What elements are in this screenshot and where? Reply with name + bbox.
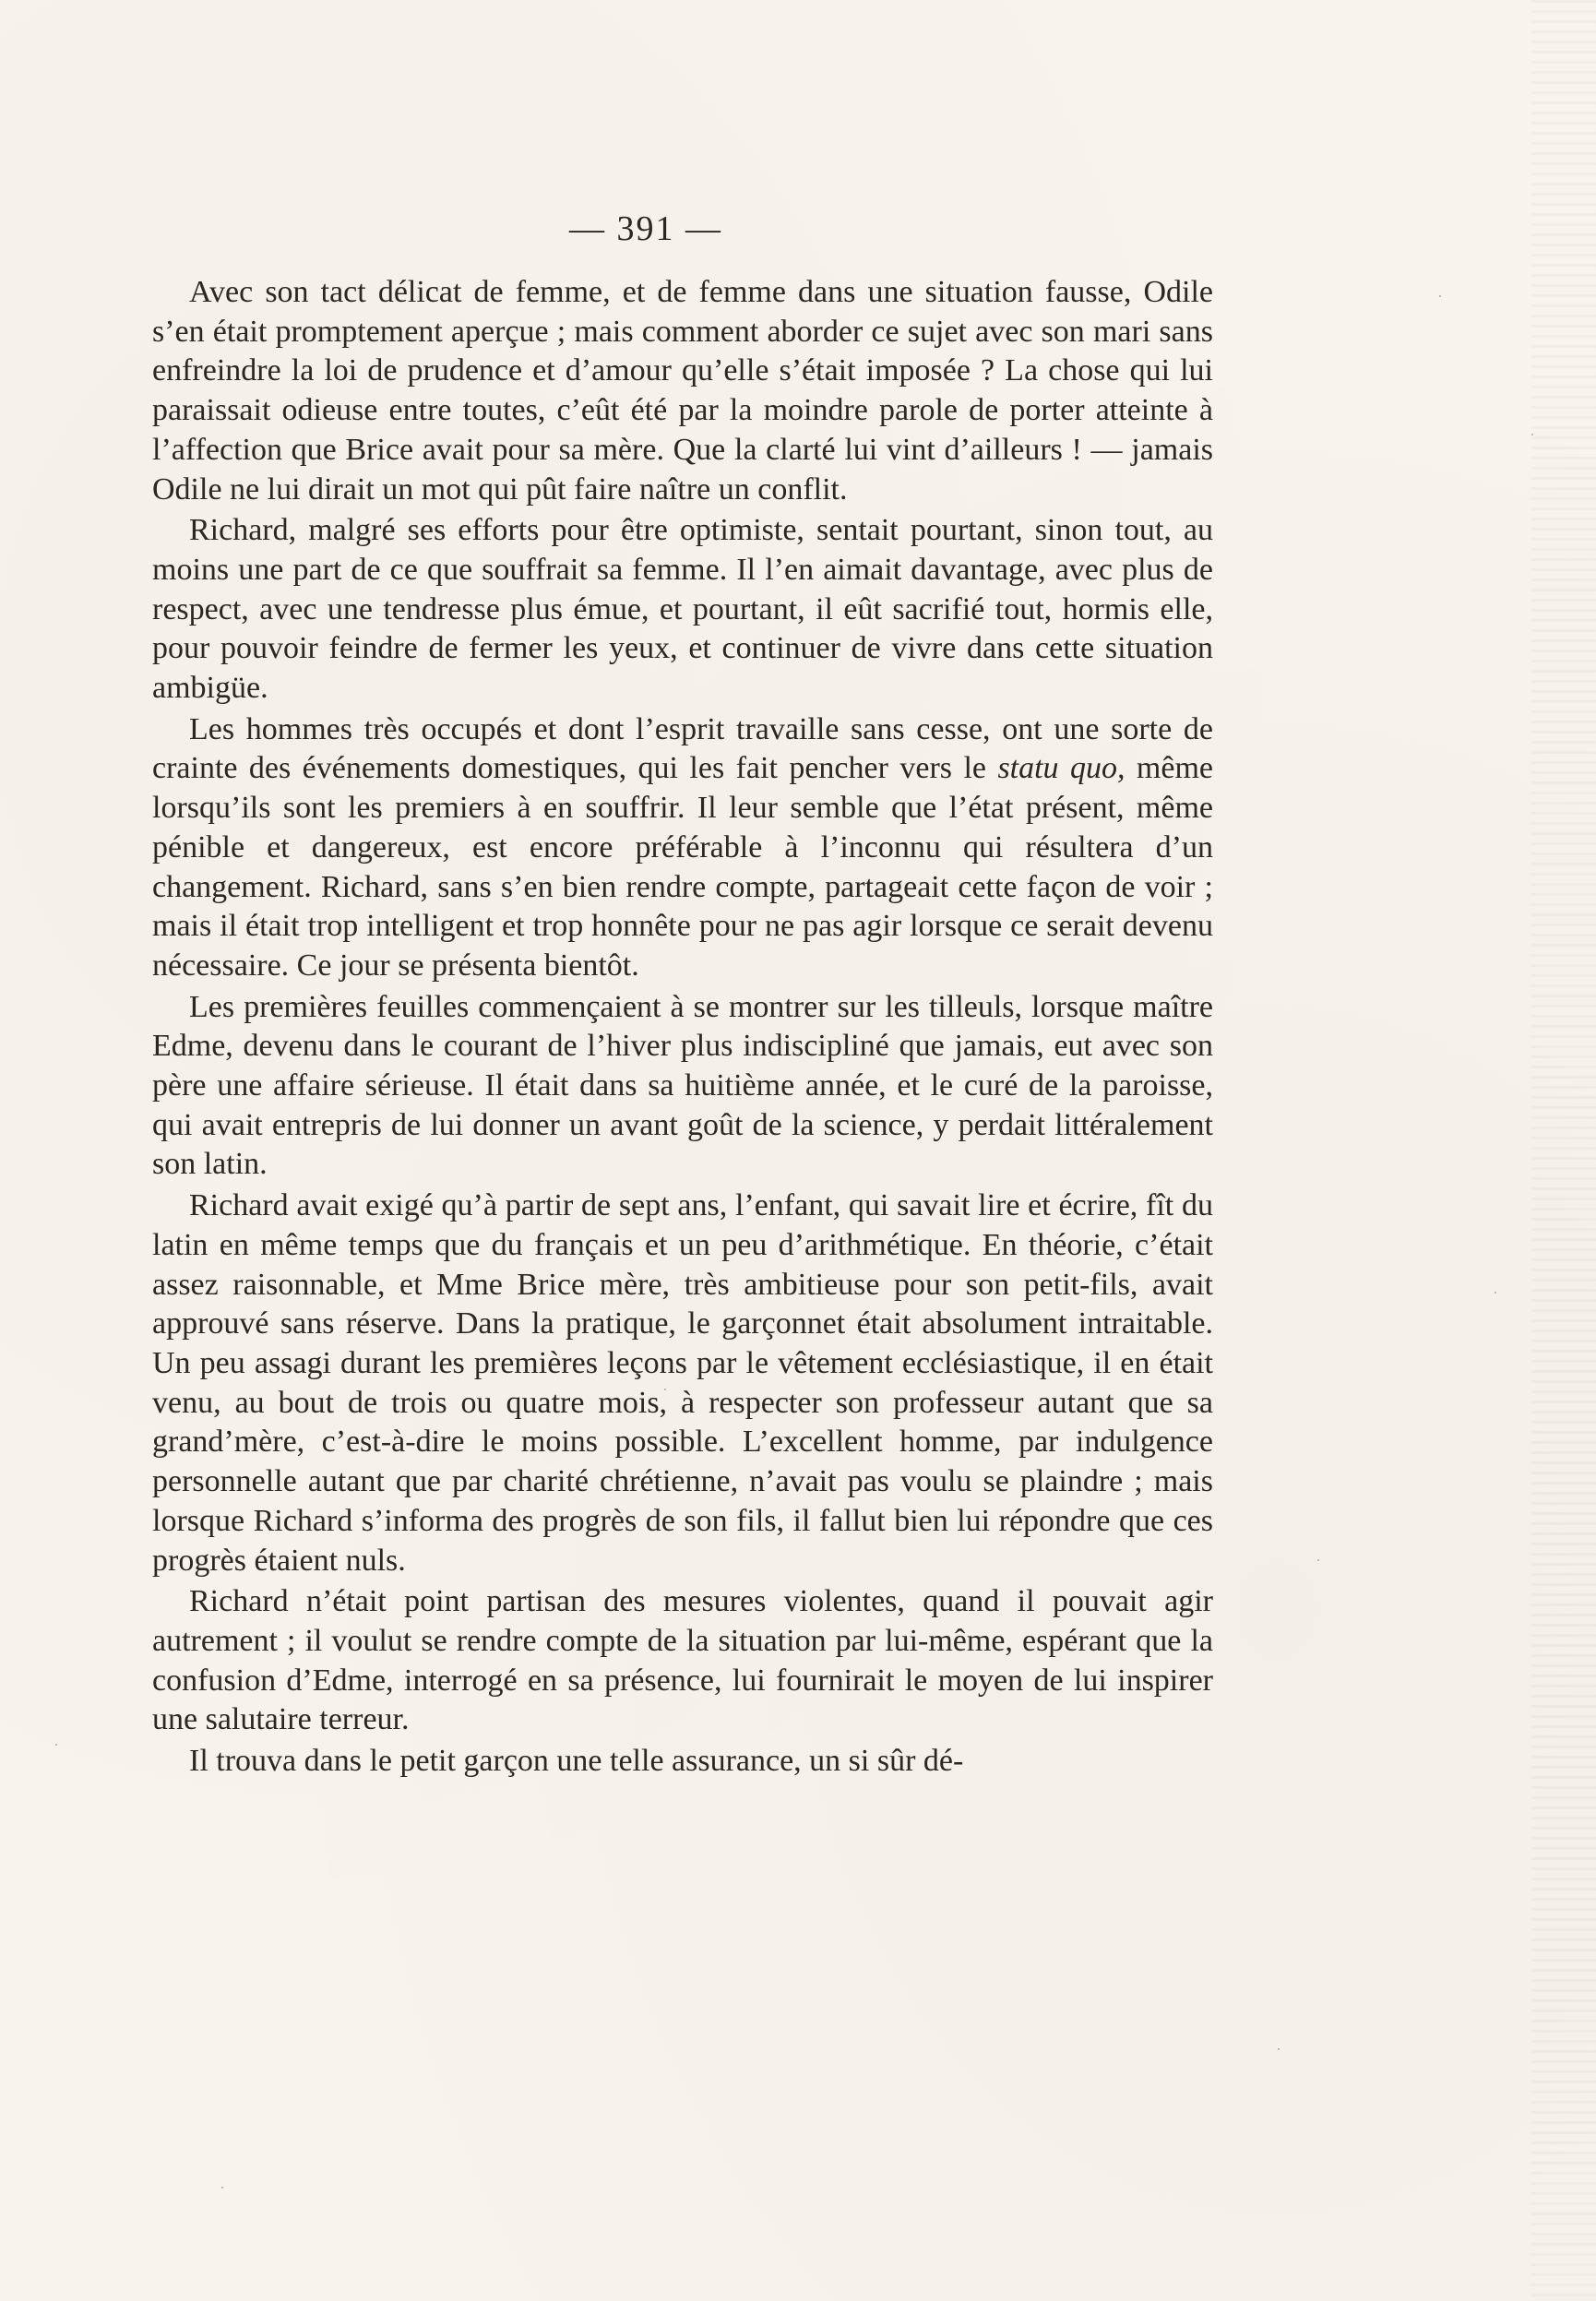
ink-speck [55,1744,57,1746]
paragraph-text: Les hommes très occupés et dont l’esprit travaille sans cesse, ont une sorte de crainte des événements domestiques, qui les fait pencher vers le [152,711,1213,786]
paragraph [152,710,1213,986]
page-edge-texture [1531,0,1596,2301]
page-number: — 391 — [569,209,722,248]
ink-speck [1278,2048,1280,2050]
ink-speck [1531,434,1533,435]
paragraph: Avec son tact délicat de femme, et de femme dans une situation fausse, Odile s’en était promptement aperçue ; mais comment aborder ce sujet avec son mari sans enfreindre la loi de prudence et d’amour qu’elle s’était imposée ? La chose qui lui paraissait odieuse entre toutes, c’eût été par la moindre parole de porter atteinte à l’affection que Brice avait pour sa mère. Que la clarté lui vint d’ailleurs ! — jamais Odile ne lui dirait un mot qui pût faire naître un conflit. [152,275,1213,507]
paragraph: Il trouva dans le petit garçon une telle assurance, un si sûr dé- [189,1744,964,1779]
ink-speck [1439,295,1441,297]
ink-speck [1317,1559,1319,1561]
italic-latin-phrase: statu quo, [997,751,1126,786]
paragraph: Richard avait exigé qu’à partir de sept ans, l’enfant, qui savait lire et écrire, fît du latin en même temps que du français et un peu d’arithmétique. En théorie, c’était assez raisonnable, et Mme Brice mère, très ambitieuse pour son petit-fils, avait approuvé sans réserve. Dans la pratique, le garçonnet était absolument intraitable. Un peu assagi durant les premières leçons par le vêtement ecclésiastique, il en était venu, au bout de trois ou quatre mois, à respecter son professeur autant que sa grand’mère, c’est-à-dire le moins possible. L’excellent homme, par indulgence personnelle autant que par charité chrétienne, n’avait pas voulu se plaindre ; mais lorsque Richard s’informa des progrès de son fils, il fallut bien lui répondre que ces progrès étaient nuls. [152,1188,1213,1578]
ink-speck [1495,1292,1496,1294]
paragraph: Richard, malgré ses efforts pour être optimiste, sentait pourtant, sinon tout, au moins une part de ce que souffrait sa femme. Il l’en aimait davantage, avec plus de respect, avec une tendresse plus émue, et pourtant, il eût sacrifié tout, hormis elle, pour pouvoir feindre de fermer les yeux, et continuer de vivre dans cette situation ambigüe. [152,513,1213,706]
body-text [152,273,1213,1782]
paragraph: Richard n’était point partisan des mesures violentes, quand il pouvait agir autrement ; il voulut se rendre compte de la situation par lui-même, espérant que la confusion d’Edme, interrogé en sa présence, lui fournirait le moyen de lui inspirer une salutaire terreur. [152,1584,1213,1737]
ink-speck [221,2187,223,2188]
paragraph: Les premières feuilles commençaient à se montrer sur les tilleuls, lorsque maître Edme, devenu dans le courant de l’hiver plus indiscipliné que jamais, eut avec son père une affaire sérieuse. Il était dans sa huitième année, et le curé de la paroisse, qui avait entrepris de lui donner un avant goût de la science, y perdait littéralement son latin. [152,989,1213,1182]
paragraph-text: même lorsqu’ils sont les premiers à en souffrir. Il leur semble que l’état présent, même pénible et dangereux, est encore préférable à l’inconnu qui résultera d’un changement. Richard, sans s’en bien rendre compte, partageait cette façon de voir ; mais il était trop intelligent et trop honnête pour ne pas agir lorsque ce serait devenu nécessaire. Ce jour se présenta bientôt. [152,751,1214,983]
